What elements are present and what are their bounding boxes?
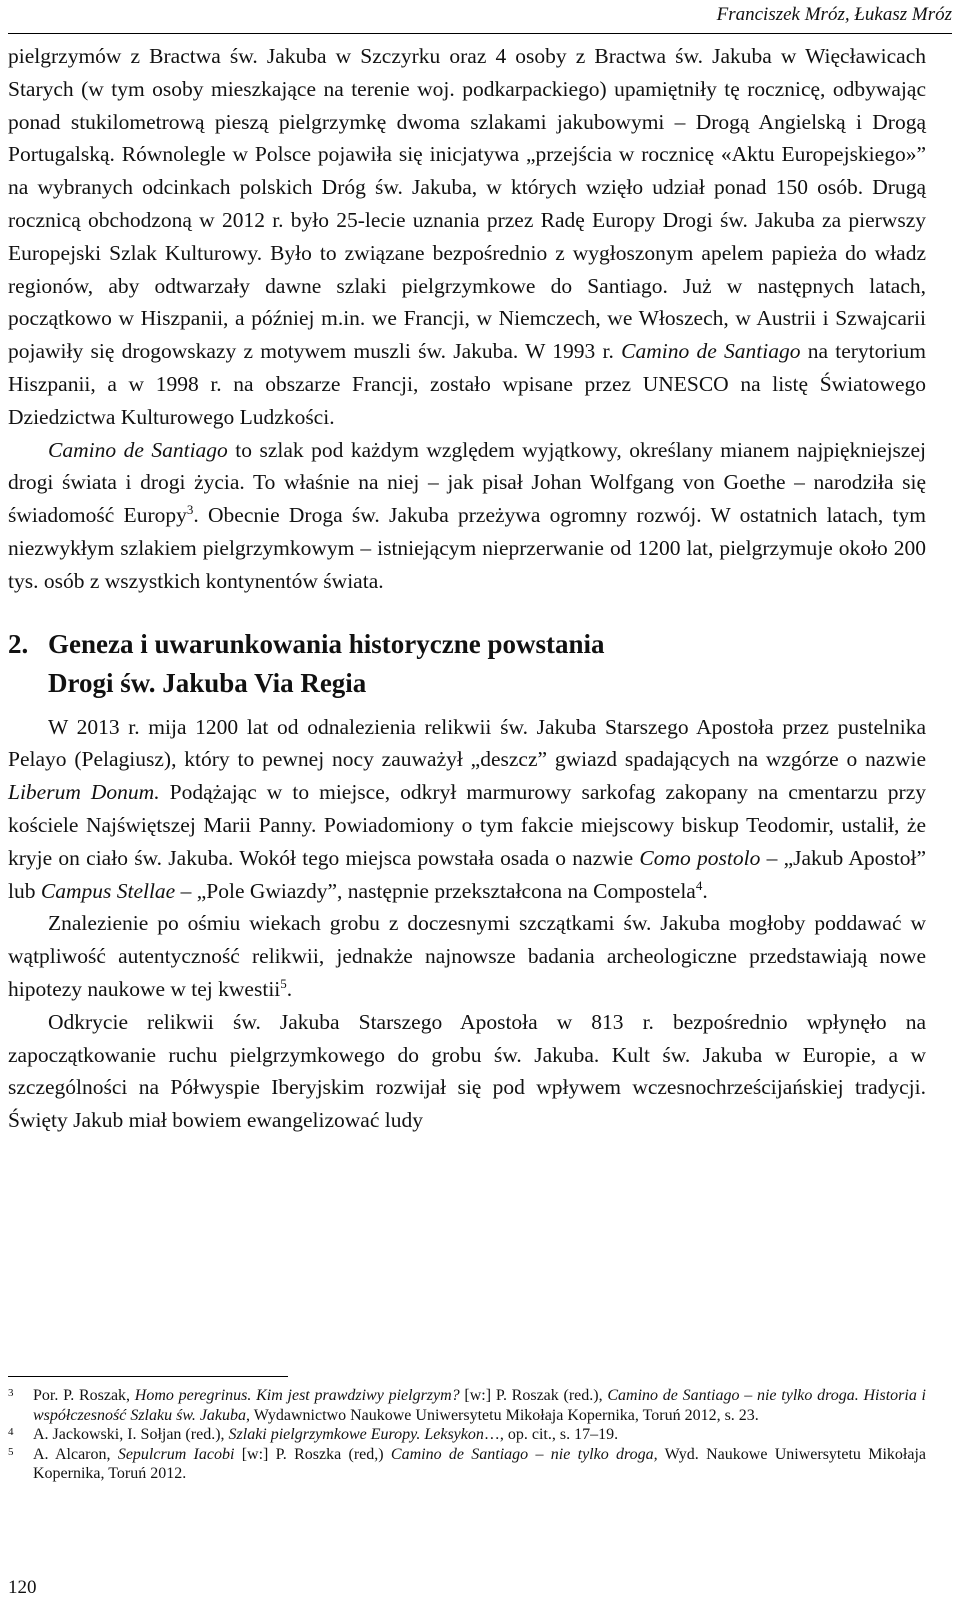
body-text [8, 40, 926, 1137]
footnote [8, 1425, 926, 1445]
text-run: Liberum Donum. [8, 780, 160, 805]
footnote [8, 1386, 926, 1425]
footnote-text [33, 1425, 926, 1445]
paragraph [8, 907, 926, 1005]
text-run: . [286, 976, 293, 1001]
text-run: Camino de Santiago – nie tylko droga, [390, 1445, 658, 1463]
text-run: na terytorium Hiszpanii, a w 1998 r. na obszarze Francji, zostało wpisane przez UNESCO na listę Światowego Dziedzictwa Kulturowego Ludzkości. [8, 339, 926, 429]
text-run: Por. P. Roszak, [33, 1387, 135, 1404]
text-run: Camino de Santiago [48, 437, 228, 462]
text-run: Camino de Santiago [621, 339, 801, 364]
paragraph [8, 40, 926, 434]
text-run: , Wydawnictwo Naukowe Uniwersytetu Mikołaja Kopernika, Toruń 2012, s. 23. [246, 1406, 759, 1424]
footnote-text [33, 1386, 926, 1425]
text-run: [w:] P. Roszka (red,) [234, 1445, 391, 1463]
text-run: Odkrycie relikwii św. Jakuba Starszego Apostoła w 813 r. bezpośrednio wpłynęło na zapoczątkowanie ruchu pielgrzymkowego do grobu św. Jakuba. Kult św. Jakuba w Europie, a w szczególności na Półwyspie Iberyjskim rozwijał się pod wpływem wczesnochrześcijańskiej tradycji. Święty Jakub miał bowiem ewangelizować ludy [8, 1009, 926, 1133]
footnote-number: 3 [8, 1387, 14, 1399]
text-run: Camino de Santiago – nie tylko droga. Historia i współczesność Szlaku św. Jakuba [33, 1387, 927, 1424]
text-run: A. Jackowski, I. Sołjan (red.), [33, 1426, 229, 1443]
text-run: pielgrzymów z Bractwa św. Jakuba w Szczyrku oraz 4 osoby z Bractwa św. Jakuba w Więcławicach Starych (w tym osoby mieszkające na terenie woj. podkarpackiego) upamiętniły tę rocznicę, odbywając ponad stukilometrową pieszą pielgrzymkę dwoma szlakami jakubowymi – Drogą Angielską i Drogą Portugalską. Równolegle w Polsce pojawiła się inicjatywa „przejścia w rocznicę «Aktu Europejskiego»” na wybranych odcinkach polskich Dróg św. Jakuba, w których wzięło udział ponad 150 osób. Drugą rocznicą obchodzoną w 2012 r. było 25-lecie uznania przez Radę Europy Drogi św. Jakuba za pierwszy Europejski Szlak Kulturowy. Było to związane bezpośrednio z wygłoszonym apelem papieża do władz regionów, aby odtwarzały dawne szlaki pielgrzymkowe do Santiago. Już w następnych latach, początkowo w Hiszpanii, a później m.in. we Francji, w Niemczech, we Włoszech, w Austrii i Szwajcarii pojawiły się drogowskazy z motywem muszli św. Jakuba. W 1993 r. [8, 44, 926, 364]
footnote-number: 4 [8, 1426, 14, 1438]
text-run: Znalezienie po ośmiu wiekach grobu z doczesnymi szczątkami św. Jakuba mogłoby poddawać w wątpliwość autentyczność relikwii, jednakże najnowsze badania archeologiczne przedstawiają nowe hipotezy naukowe w tej kwestii [8, 911, 926, 1001]
text-run: . Obecnie Droga św. Jakuba przeżywa ogromny rozwój. W ostatnich latach, tym niezwykłym szlakiem pielgrzymkowym – istniejącym nieprzerwanie od 1200 lat, pielgrzymuje około 200 tys. osób z wszystkich kontynentów świata. [8, 503, 926, 593]
header-rule [8, 33, 952, 34]
paragraph [8, 711, 926, 908]
text-run: Como postolo [639, 845, 761, 870]
text-run: W 2013 r. mija 1200 lat od odnalezienia relikwii św. Jakuba Starszego Apostoła przez pustelnika Pelayo (Pelagiusz), który to pewnej nocy zauważył „deszcz” gwiazd spadających na wzgórze o nazwie [8, 714, 926, 772]
footnote-ref: 3 [186, 502, 194, 518]
section-title-line: Geneza i uwarunkowania historyczne powstania [48, 628, 605, 659]
text-run: Podążając w to miejsce, odkrył marmurowy sarkofag zakopany na cmentarzu przy kościele Najświętszej Marii Panny. Powiadomiony o tym fakcie miejscowy biskup Teodomir, ustalił, że kryje on ciało św. Jakuba. Wokół tego miejsca powstała osada o nazwie [8, 780, 926, 870]
text-run: [w:] P. Roszak (red.), [459, 1387, 608, 1404]
footnote-number: 5 [8, 1445, 14, 1458]
text-run: . [702, 878, 708, 903]
text-run: Sepulcrum Iacobi [117, 1445, 235, 1463]
text-run: Homo peregrinus. Kim jest prawdziwy pielgrzym? [134, 1387, 460, 1404]
paragraph [8, 434, 926, 598]
footnote-ref: 5 [280, 975, 287, 991]
text-run: Wyd. Naukowe Uniwersytetu Mikołaja Kopernika, Toruń 2012. [33, 1445, 926, 1482]
footnote-ref: 4 [695, 877, 703, 893]
section-heading [8, 625, 926, 703]
footnote-text [33, 1445, 926, 1484]
text-run: – „Jakub Apostoł” lub [8, 845, 926, 903]
footnotes [8, 1386, 926, 1484]
section-number: 2. [8, 628, 29, 659]
page-number: 120 [8, 1577, 37, 1598]
text-run: Szlaki pielgrzymkowe Europy. Leksykon [228, 1426, 484, 1443]
footnote-rule [8, 1376, 288, 1377]
text-run: – „Pole Gwiazdy”, następnie przekształcona na Compostela [175, 878, 696, 903]
paragraph [8, 1006, 926, 1137]
text-run: to szlak pod każdym względem wyjątkowy, określany mianem najpiękniejszej drogi świata i drogi życia. To właśnie na niej – jak pisał Johan Wolfgang von Goethe – narodziła się świadomość Europy [8, 437, 926, 528]
text-run: …, op. cit., s. 17–19. [483, 1426, 619, 1443]
section-title-line: Drogi św. Jakuba Via Regia [48, 667, 367, 698]
text-run: A. Alcaron, [33, 1445, 118, 1463]
text-run: Campus Stellae [40, 878, 176, 903]
section-title [48, 625, 926, 703]
running-head: Franciszek Mróz, Łukasz Mróz [716, 4, 952, 25]
footnote [8, 1445, 926, 1484]
